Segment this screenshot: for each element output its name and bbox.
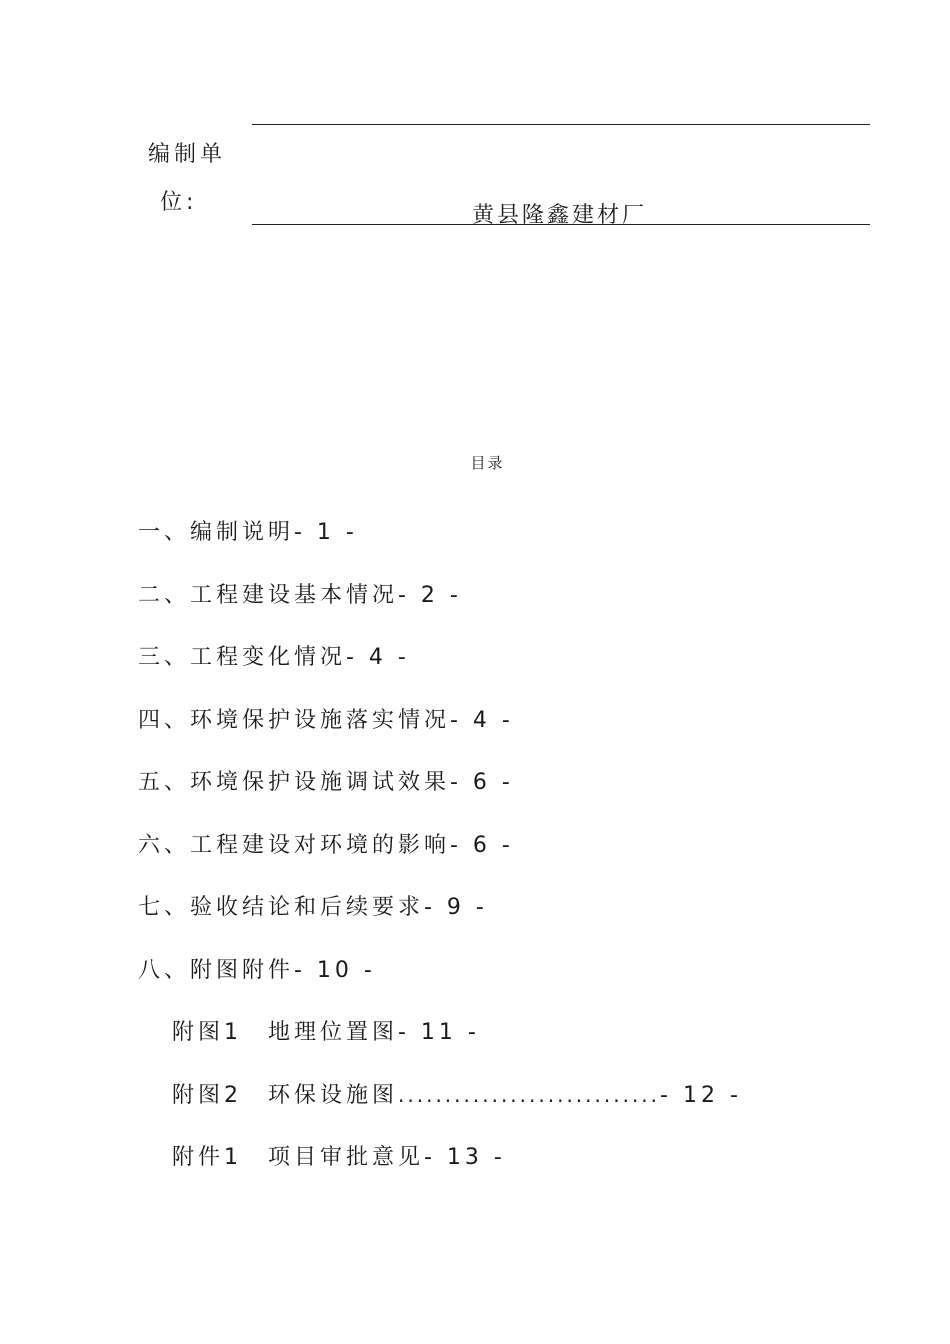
toc-item: 八、附图附件- 10 -	[138, 958, 376, 983]
toc-title: 目录	[470, 454, 505, 472]
toc-item: 六、工程建设对环境的影响- 6 -	[138, 833, 514, 858]
toc-sub-item	[172, 1078, 742, 1109]
unit-label-line1: 编制单	[148, 142, 227, 167]
toc-sub-item	[172, 1015, 480, 1046]
unit-name: 黄县隆鑫建材厂	[472, 203, 648, 228]
toc-item: 二、工程建设基本情况- 2 -	[138, 583, 462, 608]
toc-page-number: - 12 -	[660, 1083, 742, 1108]
bottom-rule	[252, 224, 870, 225]
toc-leader-dots: ............................	[398, 1083, 661, 1107]
toc-sub-label: 附件1	[172, 1145, 242, 1170]
toc-sub-label: 附图2	[172, 1083, 242, 1108]
top-rule	[252, 124, 870, 125]
toc-item: 七、验收结论和后续要求- 9 -	[138, 895, 488, 920]
toc-item: 五、环境保护设施调试效果- 6 -	[138, 770, 514, 795]
toc-sub-text: 环保设施图	[268, 1083, 399, 1108]
unit-label-line2: 位:	[160, 190, 198, 215]
toc-item: 四、环境保护设施落实情况- 4 -	[138, 708, 514, 733]
toc-item: 三、工程变化情况- 4 -	[138, 645, 410, 670]
toc-sub-item	[172, 1140, 506, 1171]
toc-sub-text: 项目审批意见- 13 -	[268, 1145, 506, 1170]
toc-sub-text: 地理位置图- 11 -	[268, 1020, 480, 1045]
toc-sub-label: 附图1	[172, 1020, 242, 1045]
toc-item: 一、编制说明- 1 -	[138, 520, 358, 545]
